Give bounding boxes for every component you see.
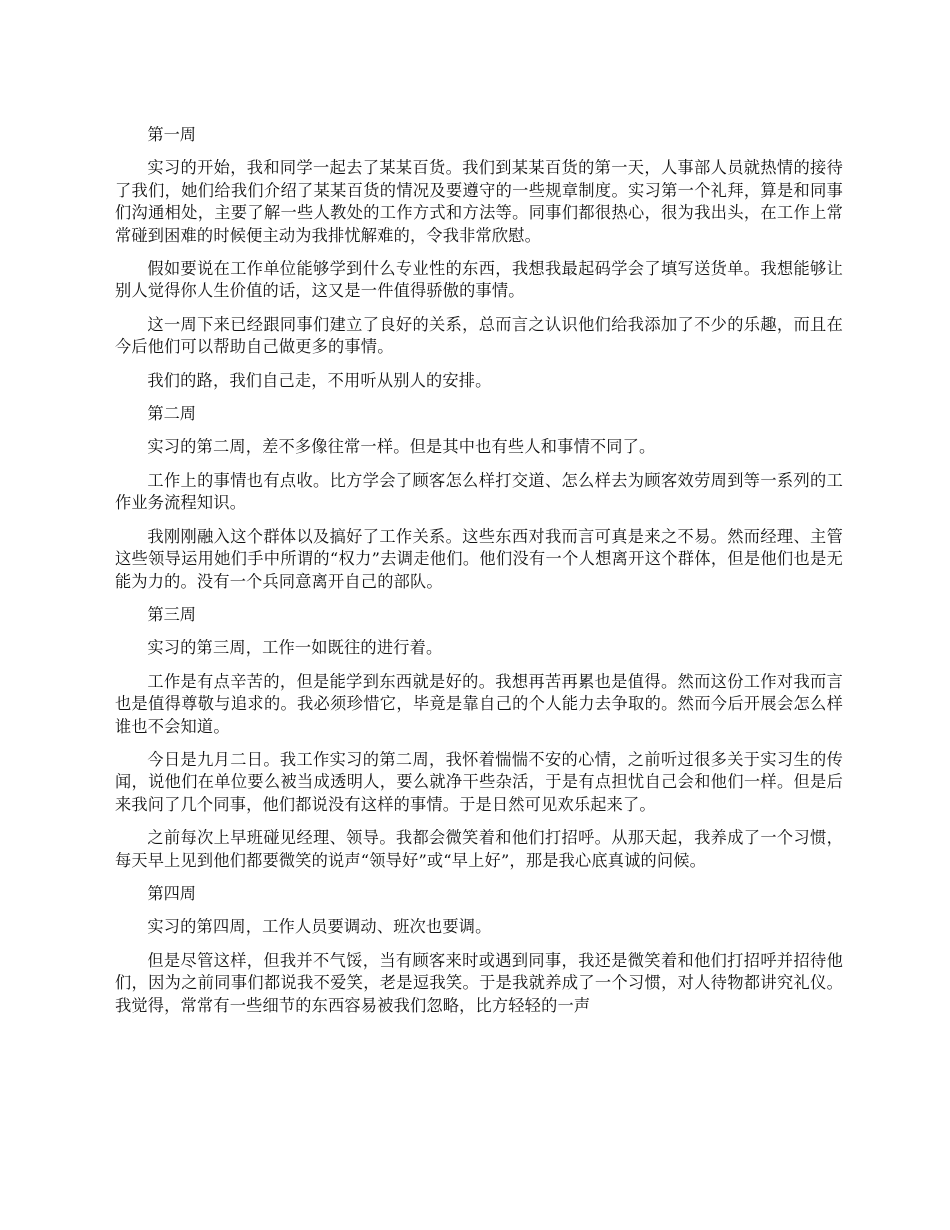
paragraph: 实习的第三周，工作一如既往的进行着。 <box>147 638 443 658</box>
paragraph: 实习的第二周，差不多像往常一样。但是其中也有些人和事情不同了。 <box>147 437 656 457</box>
paragraph: 工作是有点辛苦的，但是能学到东西就是好的。我想再苦再累也是值得。然而这份工作对我而言也是值得尊敬与追求的。我必须珍惜它，毕竟是靠自己的个人能力去争取的。然而今后开展会怎么样谁也不会知道。 <box>115 671 843 736</box>
paragraph: 这一周下来已经跟同事们建立了良好的关系，总而言之认识他们给我添加了不少的乐趣，而且在今后他们可以帮助自己做更多的事情。 <box>115 314 843 357</box>
paragraph: 实习的开始，我和同学一起去了某某百货。我们到某某百货的第一天，人事部人员就热情的接待了我们，她们给我们介绍了某某百货的情况及要遵守的一些规章制度。实习第一个礼拜，算是和同事们沟通相处，主要了解一些人教处的工作方式和方法等。同事们都很热心，很为我出头，在工作上常常碰到困难的时候便主动为我排忧解难的，令我非常欣慰。 <box>115 158 843 245</box>
paragraph: 今日是九月二日。我工作实习的第二周，我怀着惴惴不安的心情，之前听过很多关于实习生的传闻，说他们在单位要么被当成透明人，要么就净干些杂活，于是有点担忧自己会和他们一样。但是后来我问了几个同事，他们都说没有这样的事情。于是日然可见欢乐起来了。 <box>115 749 843 814</box>
section-heading-week-2: 第二周 <box>147 404 196 424</box>
paragraph: 但是尽管这样，但我并不气馁，当有顾客来时或遇到同事，我还是微笑着和他们打招呼并招待他们，因为之前同事们都说我不爱笑，老是逗我笑。于是我就养成了一个习惯，对人待物都讲究礼仪。我觉得，常常有一些细节的东西容易被我们忽略，比方轻轻的一声 <box>115 950 843 1015</box>
paragraph: 我们的路，我们自己走，不用听从别人的安排。 <box>147 370 492 390</box>
paragraph: 之前每次上早班碰见经理、领导。我都会微笑着和他们打招呼。从那天起，我养成了一个习惯，每天早上见到他们都要微笑的说声“领导好”或“早上好”，那是我心底真诚的问候。 <box>115 828 843 870</box>
paragraph: 假如要说在工作单位能够学到什么专业性的东西，我想我最起码学会了填写送货单。我想能够让别人觉得你人生价值的话，这又是一件值得骄傲的事情。 <box>115 259 843 301</box>
paragraph: 工作上的事情也有点收。比方学会了顾客怎么样打交道、怎么样去为顾客效劳周到等一系列的工作业务流程知识。 <box>115 470 843 513</box>
section-heading-week-4: 第四周 <box>147 883 196 903</box>
paragraph: 实习的第四周，工作人员要调动、班次也要调。 <box>147 917 492 937</box>
section-heading-week-1: 第一周 <box>147 125 196 144</box>
paragraph: 我刚刚融入这个群体以及搞好了工作关系。这些东西对我而言可真是来之不易。然而经理、主管这些领导运用她们手中所谓的“权力”去调走他们。他们没有一个人想离开这个群体，但是他们也是无能为力的。没有一个兵同意离开自己的部队。 <box>115 526 843 591</box>
document-body <box>115 124 843 1028</box>
section-heading-week-3: 第三周 <box>147 604 196 624</box>
